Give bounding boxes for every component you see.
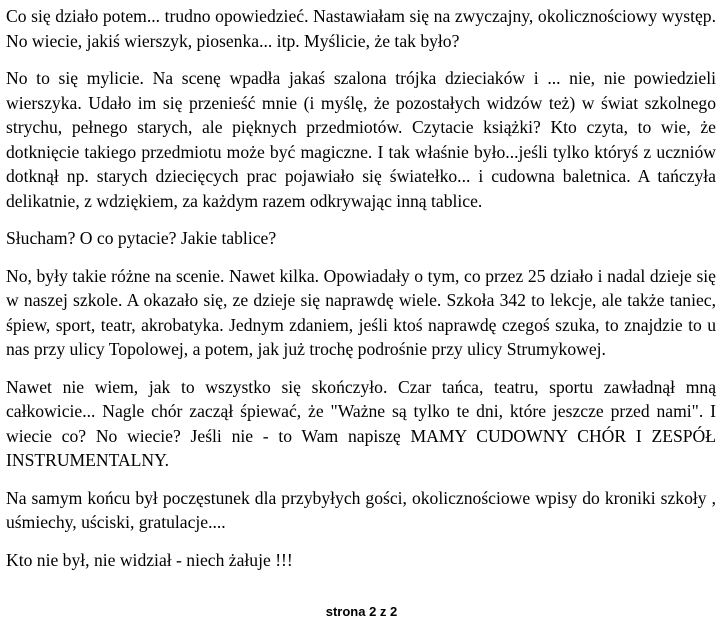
paragraph-1: Co się działo potem... trudno opowiedzieć. Nastawiałam się na zwyczajny, okolicznościowy występ. No wiecie, jakiś wierszyk, piosenka... itp. Myślicie, że tak było?	[6, 6, 716, 51]
document-body	[6, 4, 716, 585]
paragraph-6: Na samym końcu był poczęstunek dla przybyłych gości, okolicznościowe wpisy do kroniki szkoły , uśmiechy, uściski, gratulacje....	[6, 487, 716, 532]
paragraph-5: Nawet nie wiem, jak to wszystko się skończyło. Czar tańca, teatru, sportu zawładnął mną całkowicie... Nagle chór zaczął śpiewać, że "Ważne są tylko te dni, które jeszcze przed nami". I wiecie co? No wiecie? Jeśli nie - to Wam napiszę MAMY CUDOWNY CHÓR I ZESPÓŁ INSTRUMENTALNY.	[6, 376, 716, 470]
paragraph-4: No, były takie różne na scenie. Nawet kilka. Opowiadały o tym, co przez 25 działo i nadal dzieje się w naszej szkole. A okazało się, ze dzieje się naprawdę wiele. Szkoła 342 to lekcje, ale także taniec, śpiew, sport, teatr, akrobatyka. Jednym zdaniem, jeśli ktoś naprawdę czegoś szuka, to znajdzie to u nas przy ulicy Topolowej, a potem, jak już trochę podrośnie przy ulicy Strumykowej.	[6, 265, 716, 359]
paragraph-7: Kto nie był, nie widział - niech żałuje !!!	[6, 549, 293, 570]
paragraph-3: Słucham? O co pytacie? Jakie tablice?	[6, 228, 277, 248]
page-number-footer: strona 2 z 2	[325, 604, 398, 619]
paragraph-2: No to się mylicie. Na scenę wpadła jakaś szalona trójka dzieciaków i ... nie, nie powiedzieli wierszyka. Udało im się przenieść mnie (i myślę, że pozostałych widzów też) w świat szkolnego strychu, pełnego starych, ale pięknych przedmiotów. Czytacie książki? Kto czyta, to wie, że dotknięcie takiego przedmiotu może być magiczne. I tak właśnie było...jeśli tylko któryś z uczniów dotknął np. starych dziecięcych prac pojawiało się światełko... i cudowna baletnica. A tańczyła delikatnie, z wdziękiem, za każdym razem odkrywając inną tablice.	[6, 68, 716, 211]
